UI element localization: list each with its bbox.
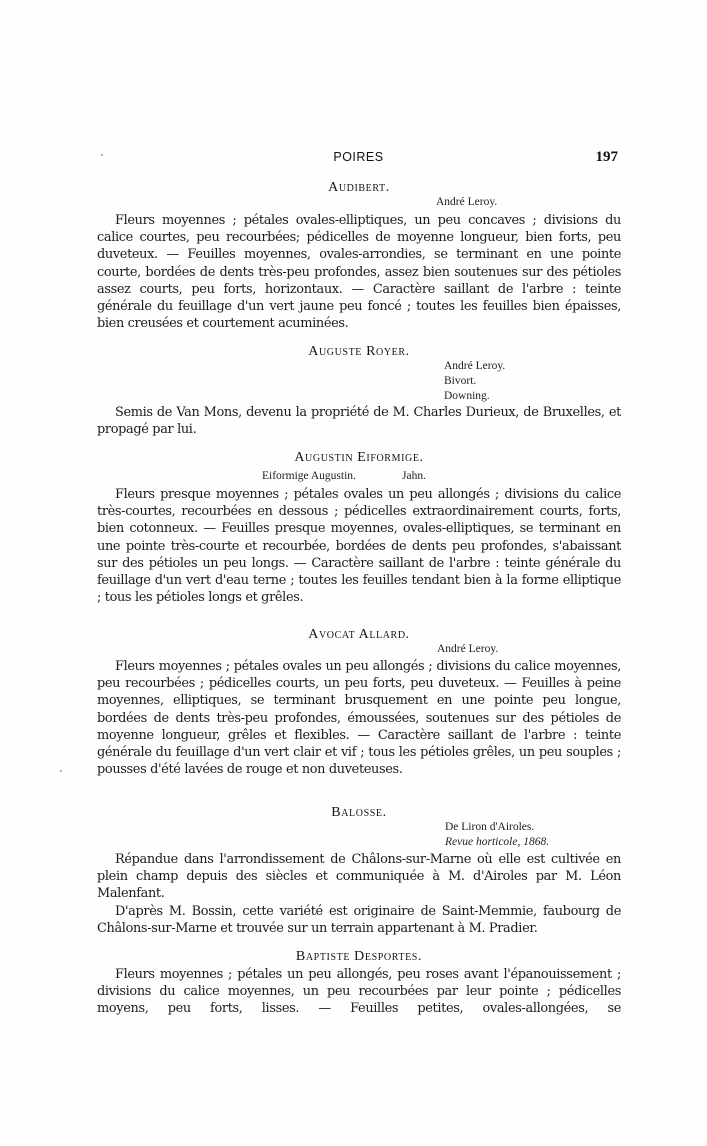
entry-reference: De Liron d'Airoles. — [445, 821, 535, 833]
entry-title-balosse: Balosse. — [331, 805, 387, 820]
paragraph: Fleurs moyennes ; pétales ovales-elliptiques, un peu concaves ; divisions du calice courtes, peu recourbées; pédicelles de moyenne longueur, bien forts, peu duveteux. — Feuilles moyennes, ovales-arrondies, se terminant en une pointe courte, bordées de dents très-peu profondes, assez bien soutenues sur des pétioles assez courts, peu forts, horizontaux. — Caractère saillant de l'arbre : teinte générale du feuillage d'un vert jaune peu foncé ; toutes les feuilles bien épaisses, bien creusées et courtement acuminées. — [97, 213, 621, 332]
entry-body-augustin-eiformige — [97, 486, 621, 606]
paragraph: Fleurs moyennes ; pétales un peu allongés, peu roses avant l'épanouissement ; divisions du calice moyennes, un peu recourbées par leur pointe ; pédicelles moyens, peu forts, lisses. — Feuilles petites, ovales-allongées, se — [97, 967, 621, 1017]
paragraph: Semis de Van Mons, devenu la propriété de M. Charles Durieux, de Bruxelles, et propagé par lui. — [97, 405, 621, 438]
paragraph: Fleurs presque moyennes ; pétales ovales un peu allongés ; divisions du calice très-courtes, recourbées en dessous ; pédicelles extraordinairement courts, forts, bien cotonneux. — Feuilles presque moyennes, ovales-elliptiques, se terminant en une pointe très-courte et recourbée, bordées de dents peu profondes, s'abaissant sur des pétioles un peu longs. — Caractère saillant de l'arbre : teinte générale du feuillage d'un vert d'eau terne ; toutes les feuilles tendant bien à la forme elliptique ; tous les pétioles longs et grêles. — [97, 487, 621, 606]
running-header — [97, 150, 620, 166]
entry-body-audibert — [97, 212, 621, 332]
entry-reference: Jahn. — [402, 470, 426, 482]
scan-speck — [60, 770, 62, 772]
running-title: POIRES — [333, 150, 384, 164]
entry-reference: André Leroy. — [436, 196, 498, 208]
entry-title-audibert: Audibert. — [328, 180, 390, 195]
entry-title-auguste-royer: Auguste Royer. — [308, 344, 410, 359]
entry-reference: Downing. — [444, 390, 490, 402]
entry-reference: André Leroy. — [437, 643, 499, 655]
paragraph: Fleurs moyennes ; pétales ovales un peu allongés ; divisions du calice moyennes, peu recourbées ; pédicelles courts, un peu forts, peu duveteux. — Feuilles à peine moyennes, elliptiques, se terminant brusquement en une pointe peu longue, bordées de dents très-peu profondes, émoussées, soutenues sur des pétioles de moyenne longueur, grêles et flexibles. — Caractère saillant de l'arbre : teinte générale du feuillage d'un vert clair et vif ; tous les pétioles grêles, un peu souples ; pousses d'été lavées de rouge et non duveteuses. — [97, 659, 621, 778]
page-number: 197 — [595, 149, 618, 165]
entry-title-augustin-eiformige: Augustin Eiformige. — [294, 450, 424, 465]
entry-title-avocat-allard: Avocat Allard. — [308, 627, 410, 642]
entry-body-auguste-royer — [97, 404, 621, 438]
entry-body-balosse — [97, 851, 621, 937]
paragraph: Répandue dans l'arrondissement de Châlons-sur-Marne où elle est cultivée en plein champ depuis des siècles et communiquée à M. d'Airoles par M. Léon Malenfant. — [97, 852, 621, 902]
entry-synonym: Eiformige Augustin. — [262, 470, 356, 482]
entry-body-avocat-allard — [97, 658, 621, 778]
scan-speck — [101, 154, 103, 156]
paragraph: D'après M. Bossin, cette variété est originaire de Saint-Memmie, faubourg de Châlons-sur-Marne et trouvée sur un terrain appartenant à M. Pradier. — [97, 903, 621, 936]
entry-title-baptiste-desportes: Baptiste Desportes. — [295, 949, 423, 964]
entry-body-baptiste-desportes — [97, 966, 621, 1018]
entry-reference: Bivort. — [444, 375, 477, 387]
entry-reference: André Leroy. — [444, 360, 506, 372]
entry-reference: Revue horticole, 1868. — [445, 836, 550, 848]
